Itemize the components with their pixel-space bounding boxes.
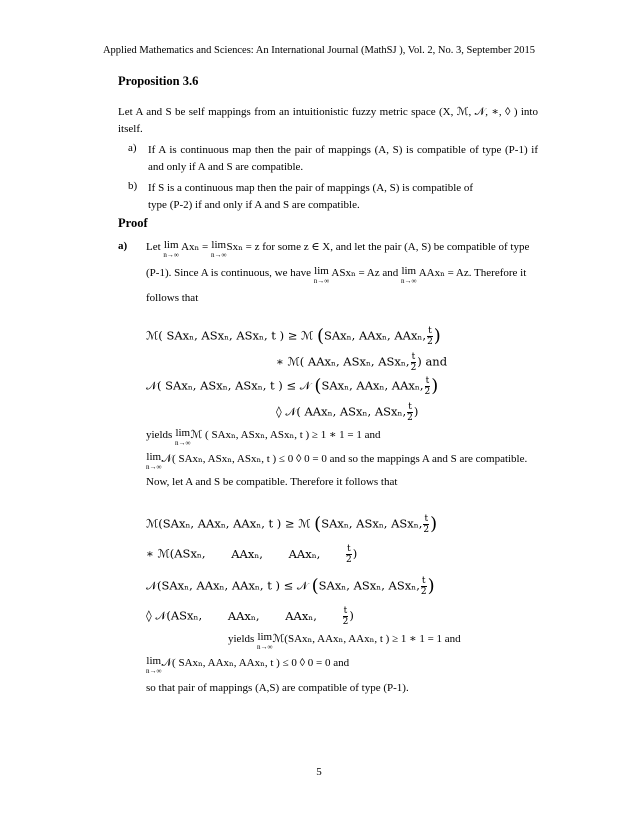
- equation-7: 𝒩(SAxₙ, AAxₙ, AAxₙ, t ) ≤ 𝒩 (SAxₙ, ASxₙ, ASxₙ, $\frac{t}{2}$ ): [146, 575, 435, 597]
- proof-text: ASxₙ = Az and: [331, 267, 399, 279]
- equation-1: ℳ( SAxₙ, ASxₙ, ASxₙ, t ) ≥ ℳ (SAxₙ, AAxₙ, AAxₙ, $\frac{t}{2}$ ): [146, 325, 441, 347]
- limit-operator: lim n→∞: [175, 427, 191, 447]
- running-header: Applied Mathematics and Sciences: An International Journal (MathSJ ), Vol. 2, No. 3, September 2015: [102, 45, 536, 56]
- yields-line-3: yields lim n→∞ ℳ(SAxₙ, AAxₙ, AAxₙ, t ) ≥ 1 ∗ 1 = 1 and: [228, 631, 461, 651]
- proposition-title: Proposition 3.6: [118, 74, 199, 88]
- yields-line-2: lim n→∞ 𝒩( SAxₙ, ASxₙ, ASxₙ, t ) ≤ 0 ◊ 0 = 0 and so the mappings A and S are compatible.: [146, 451, 528, 471]
- fraction: $\frac{t}{2}$: [427, 326, 433, 347]
- limit-operator: lim n→∞: [146, 655, 162, 675]
- item-b-line2: type (P-2) if and only if A and S are compatible.: [148, 199, 360, 211]
- proof-line-4: Now, let A and S be compatible. Therefore it follows that: [146, 476, 398, 488]
- item-b-line1: If S is a continuous map then the pair of mappings (A, S) is compatible of: [148, 182, 474, 194]
- proof-text: AAxₙ = Az. Therefore it: [418, 267, 527, 279]
- equation-6: ∗ ℳ(ASxₙ, AAxₙ, AAxₙ, $\frac{t}{2}$ ): [146, 544, 358, 565]
- item-a-text: If A is continuous map then the pair of mappings (A, S) is compatible of type (P-1) if and only if A and S are compatible.: [148, 144, 538, 173]
- proof-text: Axₙ =: [181, 241, 209, 253]
- fraction: $\frac{t}{2}$: [420, 576, 427, 597]
- limit-operator: lim n→∞: [146, 451, 162, 471]
- equation-2: ∗ ℳ( AAxₙ, ASxₙ, ASxₙ, $\frac{t}{2}$ ) and: [276, 352, 448, 373]
- limit-operator: lim n→∞: [210, 239, 227, 259]
- limit-operator: lim n→∞: [257, 631, 273, 651]
- item-b-label: b): [128, 180, 138, 192]
- proof-a-label: a): [118, 240, 128, 252]
- yields-line-4: lim n→∞ 𝒩( SAxₙ, AAxₙ, AAxₙ, t ) ≤ 0 ◊ 0 = 0 and: [146, 655, 350, 675]
- proof-conclusion: so that pair of mappings (A,S) are compatible of type (P-1).: [146, 682, 409, 694]
- proof-line-3: follows that: [146, 292, 199, 304]
- fraction: $\frac{t}{2}$: [342, 606, 349, 627]
- proof-line-2: [146, 266, 526, 285]
- proof-text: Sxₙ = z for some z ∈ X, and let the pair (A, S) be compatible of type: [226, 241, 530, 253]
- proof-title: Proof: [118, 216, 148, 230]
- fraction: $\frac{t}{2}$: [410, 352, 417, 373]
- limit-operator: lim n→∞: [401, 265, 417, 285]
- fraction: $\frac{t}{2}$: [423, 514, 430, 535]
- proof-line-1: [146, 240, 529, 259]
- proof-let: Let: [146, 241, 161, 253]
- proposition-intro: Let A and S be self mappings from an intuitionistic fuzzy metric space (X, ℳ, 𝒩, ∗, ◊ ) into itself.: [118, 106, 538, 135]
- fraction: $\frac{t}{2}$: [424, 376, 431, 397]
- yields-line-1: yields lim n→∞ ℳ ( SAxₙ, ASxₙ, ASxₙ, t ) ≥ 1 ∗ 1 = 1 and: [146, 427, 381, 447]
- fraction: $\frac{t}{2}$: [346, 544, 352, 565]
- limit-operator: lim n→∞: [313, 265, 330, 285]
- equation-3: 𝒩( SAxₙ, ASxₙ, ASxₙ, t ) ≤ 𝒩 (SAxₙ, AAxₙ, AAxₙ, $\frac{t}{2}$ ): [146, 375, 439, 397]
- proof-text: (P-1). Since A is continuous, we have: [146, 267, 311, 279]
- page-number: 5: [316, 766, 322, 778]
- equation-5: ℳ(SAxₙ, AAxₙ, AAxₙ, t ) ≥ ℳ (SAxₙ, ASxₙ, ASxₙ, $\frac{t}{2}$ ): [146, 513, 438, 535]
- equation-8: ◊ 𝒩(ASxₙ, AAxₙ, AAxₙ, $\frac{t}{2}$ ): [146, 606, 354, 627]
- item-a-label: a): [128, 142, 137, 154]
- fraction: $\frac{t}{2}$: [407, 402, 413, 423]
- limit-operator: lim n→∞: [163, 239, 179, 259]
- equation-4: ◊ 𝒩( AAxₙ, ASxₙ, ASxₙ, $\frac{t}{2}$ ): [276, 402, 419, 423]
